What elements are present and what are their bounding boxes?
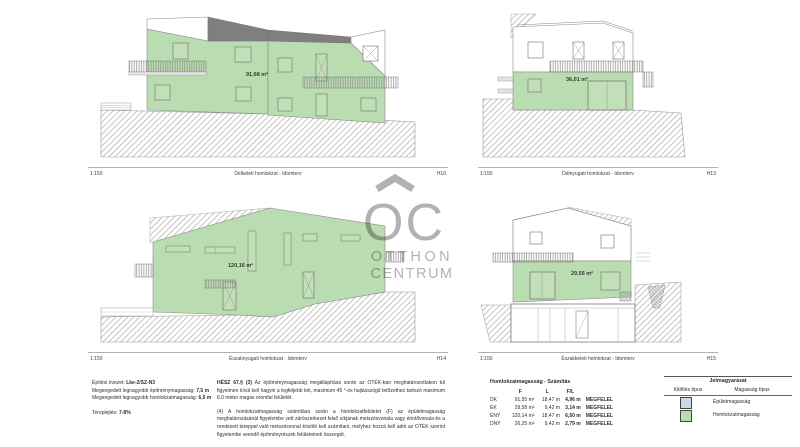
facade-height-swatch — [680, 410, 692, 422]
zone-line: Építési övezet: Lke-2/SZ-N3 — [92, 380, 156, 386]
tall-window — [284, 233, 291, 265]
legend-block — [664, 376, 792, 422]
facade-height-calc-table — [490, 379, 616, 429]
drawing-title: Délkeleti homlokzat - Idomterv — [234, 171, 302, 177]
elevation-drawing-northeast — [478, 195, 718, 347]
slope-value: 7-8% — [118, 409, 131, 416]
drawing-caption — [478, 352, 718, 364]
window — [155, 85, 170, 100]
otthon-centrum-logo — [350, 172, 474, 284]
window — [530, 232, 542, 244]
window — [601, 235, 614, 248]
window — [166, 246, 190, 252]
table-row: DK 91,55 m² 18,47 m 4,96 m MEGFELEL — [490, 397, 616, 405]
window — [236, 87, 251, 101]
regulation-text-block — [217, 380, 445, 445]
legend-col2-header: Magasság típus — [734, 386, 770, 393]
table-row: ÉNY 120,14 m² 18,47 m 6,50 m MEGFELEL — [490, 413, 616, 421]
balcony-railing-left — [129, 61, 206, 72]
door — [316, 94, 327, 116]
window — [173, 43, 188, 59]
drawing-scale: 1:150 — [90, 356, 103, 362]
legend-header — [664, 387, 792, 397]
drawing-scale: 1:150 — [480, 171, 493, 177]
zoning-info-block — [92, 380, 214, 417]
regulation-heading: HÉSZ 67.§ (3) — [217, 380, 252, 386]
terrace-door — [530, 272, 555, 299]
regulation-paragraph-3: HÉSZ 67.§ (3) Az építménymagasság megállapítása során az OTÉK-ban meghatározottakon túl figyelmen kívül kell hagyni a legfeljebb két, maximum 45 °-os hajlásszögű tetőzethez tartozó maximum 6,0 méter magas oromfal felületét. — [217, 380, 445, 402]
drawing-title: Északnyugati homlokzat - Idomterv — [229, 356, 307, 362]
window — [361, 98, 376, 111]
elevation-drawing-southwest — [478, 10, 718, 162]
balcony-railing-left — [135, 264, 153, 277]
roof-dark-left — [208, 17, 268, 41]
roof-chevron-icon — [377, 178, 413, 189]
elevation-drawing-southeast — [88, 10, 448, 162]
retaining-wall-left — [481, 305, 511, 342]
facade-area-label: 36,01 m² — [566, 77, 589, 83]
facade-height-value: 6,5 m — [198, 395, 212, 402]
window — [303, 234, 317, 241]
building-height-line: Megengedett legnagyobb építménymagasság: 7,5 m — [92, 387, 210, 394]
calc-table-title: Homlokzatmagasság - Számítás — [490, 379, 571, 385]
result-badge: MEGFELEL — [585, 404, 613, 411]
balcony-slab-left — [129, 72, 206, 75]
result-badge: MEGFELEL — [585, 420, 613, 427]
basement-wall — [511, 304, 635, 342]
elevation-panel-southwest — [478, 10, 718, 179]
watermark-line2: CENTRUM — [370, 266, 454, 282]
terrace-step — [101, 103, 131, 110]
roof-dark-right — [268, 30, 351, 43]
window — [278, 58, 292, 72]
terrace-slab — [498, 77, 513, 81]
window — [278, 98, 292, 111]
col-header-fl: F/L — [566, 388, 575, 395]
window — [528, 42, 543, 58]
facade-area-label: 120,16 m² — [228, 263, 254, 269]
drawing-code: H14 — [436, 356, 446, 362]
balcony-railing — [550, 61, 643, 72]
drawing-code: H13 — [706, 171, 716, 177]
result-badge: MEGFELEL — [585, 396, 613, 403]
facade-height-line: Megengedett legnagyobb homlokzatmagasság: 6,5 m — [92, 395, 212, 402]
elevation-panel-northeast — [478, 195, 718, 364]
drawing-caption — [478, 167, 718, 179]
legend-col1-header: Kitöltés típus — [673, 386, 703, 393]
table-row: ÉK 29,58 m² 9,42 m 3,14 m MEGFELEL — [490, 405, 616, 413]
col-header-f: F — [518, 388, 522, 395]
balcony-railing-right — [303, 77, 398, 88]
balcony-railing — [493, 253, 573, 262]
window — [205, 247, 235, 253]
window — [601, 272, 620, 290]
building-height-swatch — [680, 397, 692, 409]
elevation-panel-southeast — [88, 10, 448, 179]
regulation-paragraph-4: (4) A homlokzatmagasság számítása során a homlokzatfelületet (F) az épületmagasság meghatározásánál figyelembe vett zárószerkezet felső síkjának metszésvonala vagy érintővonala és a rendezett tereppel való metszésvonal közötti kell számítani, melyhez hozzá kell adni az OTÉK szerint figyelembe veendő építményrészek felületeinek összegét. — [217, 408, 445, 438]
window — [235, 47, 251, 62]
legend-title: Jelmagyarázat — [709, 378, 747, 384]
slope-line: Tereplejtés: 7-8% — [92, 409, 131, 416]
watermark — [350, 172, 474, 284]
watermark-line1: OTTHON — [370, 249, 454, 265]
legend-item: Épületmagasság — [664, 396, 792, 409]
legend-item: Homlokzatmagasság — [664, 409, 792, 422]
drawing-code: H16 — [436, 171, 446, 177]
table-row: DNY 26,25 m² 9,42 m 2,79 m MEGFELEL — [490, 421, 616, 429]
watermark-letters: OC — [363, 194, 445, 252]
terrace-railing — [205, 280, 235, 288]
drawing-title: Északkeleti homlokzat - Idomterv — [561, 356, 635, 362]
building-height-value: 7,5 m — [196, 387, 210, 394]
drawing-caption — [88, 352, 448, 364]
facade-area-label: 91,68 m² — [246, 72, 269, 78]
zone-value: Lke-2/SZ-N3 — [126, 380, 156, 386]
calc-table-header — [490, 389, 616, 397]
drawing-scale: 1:150 — [90, 171, 103, 177]
drawing-code: H15 — [706, 356, 716, 362]
drawing-title: Délnyugati homlokzat - Idomterv — [562, 171, 634, 177]
terrace-slab — [498, 89, 513, 93]
col-header-l: L — [545, 388, 549, 395]
stair-railing — [643, 72, 653, 87]
drawing-scale: 1:150 — [480, 356, 493, 362]
facade-area-label: 29,56 m² — [571, 271, 594, 277]
result-badge: MEGFELEL — [585, 412, 613, 419]
window — [528, 79, 541, 92]
vent-hatch — [620, 292, 631, 301]
